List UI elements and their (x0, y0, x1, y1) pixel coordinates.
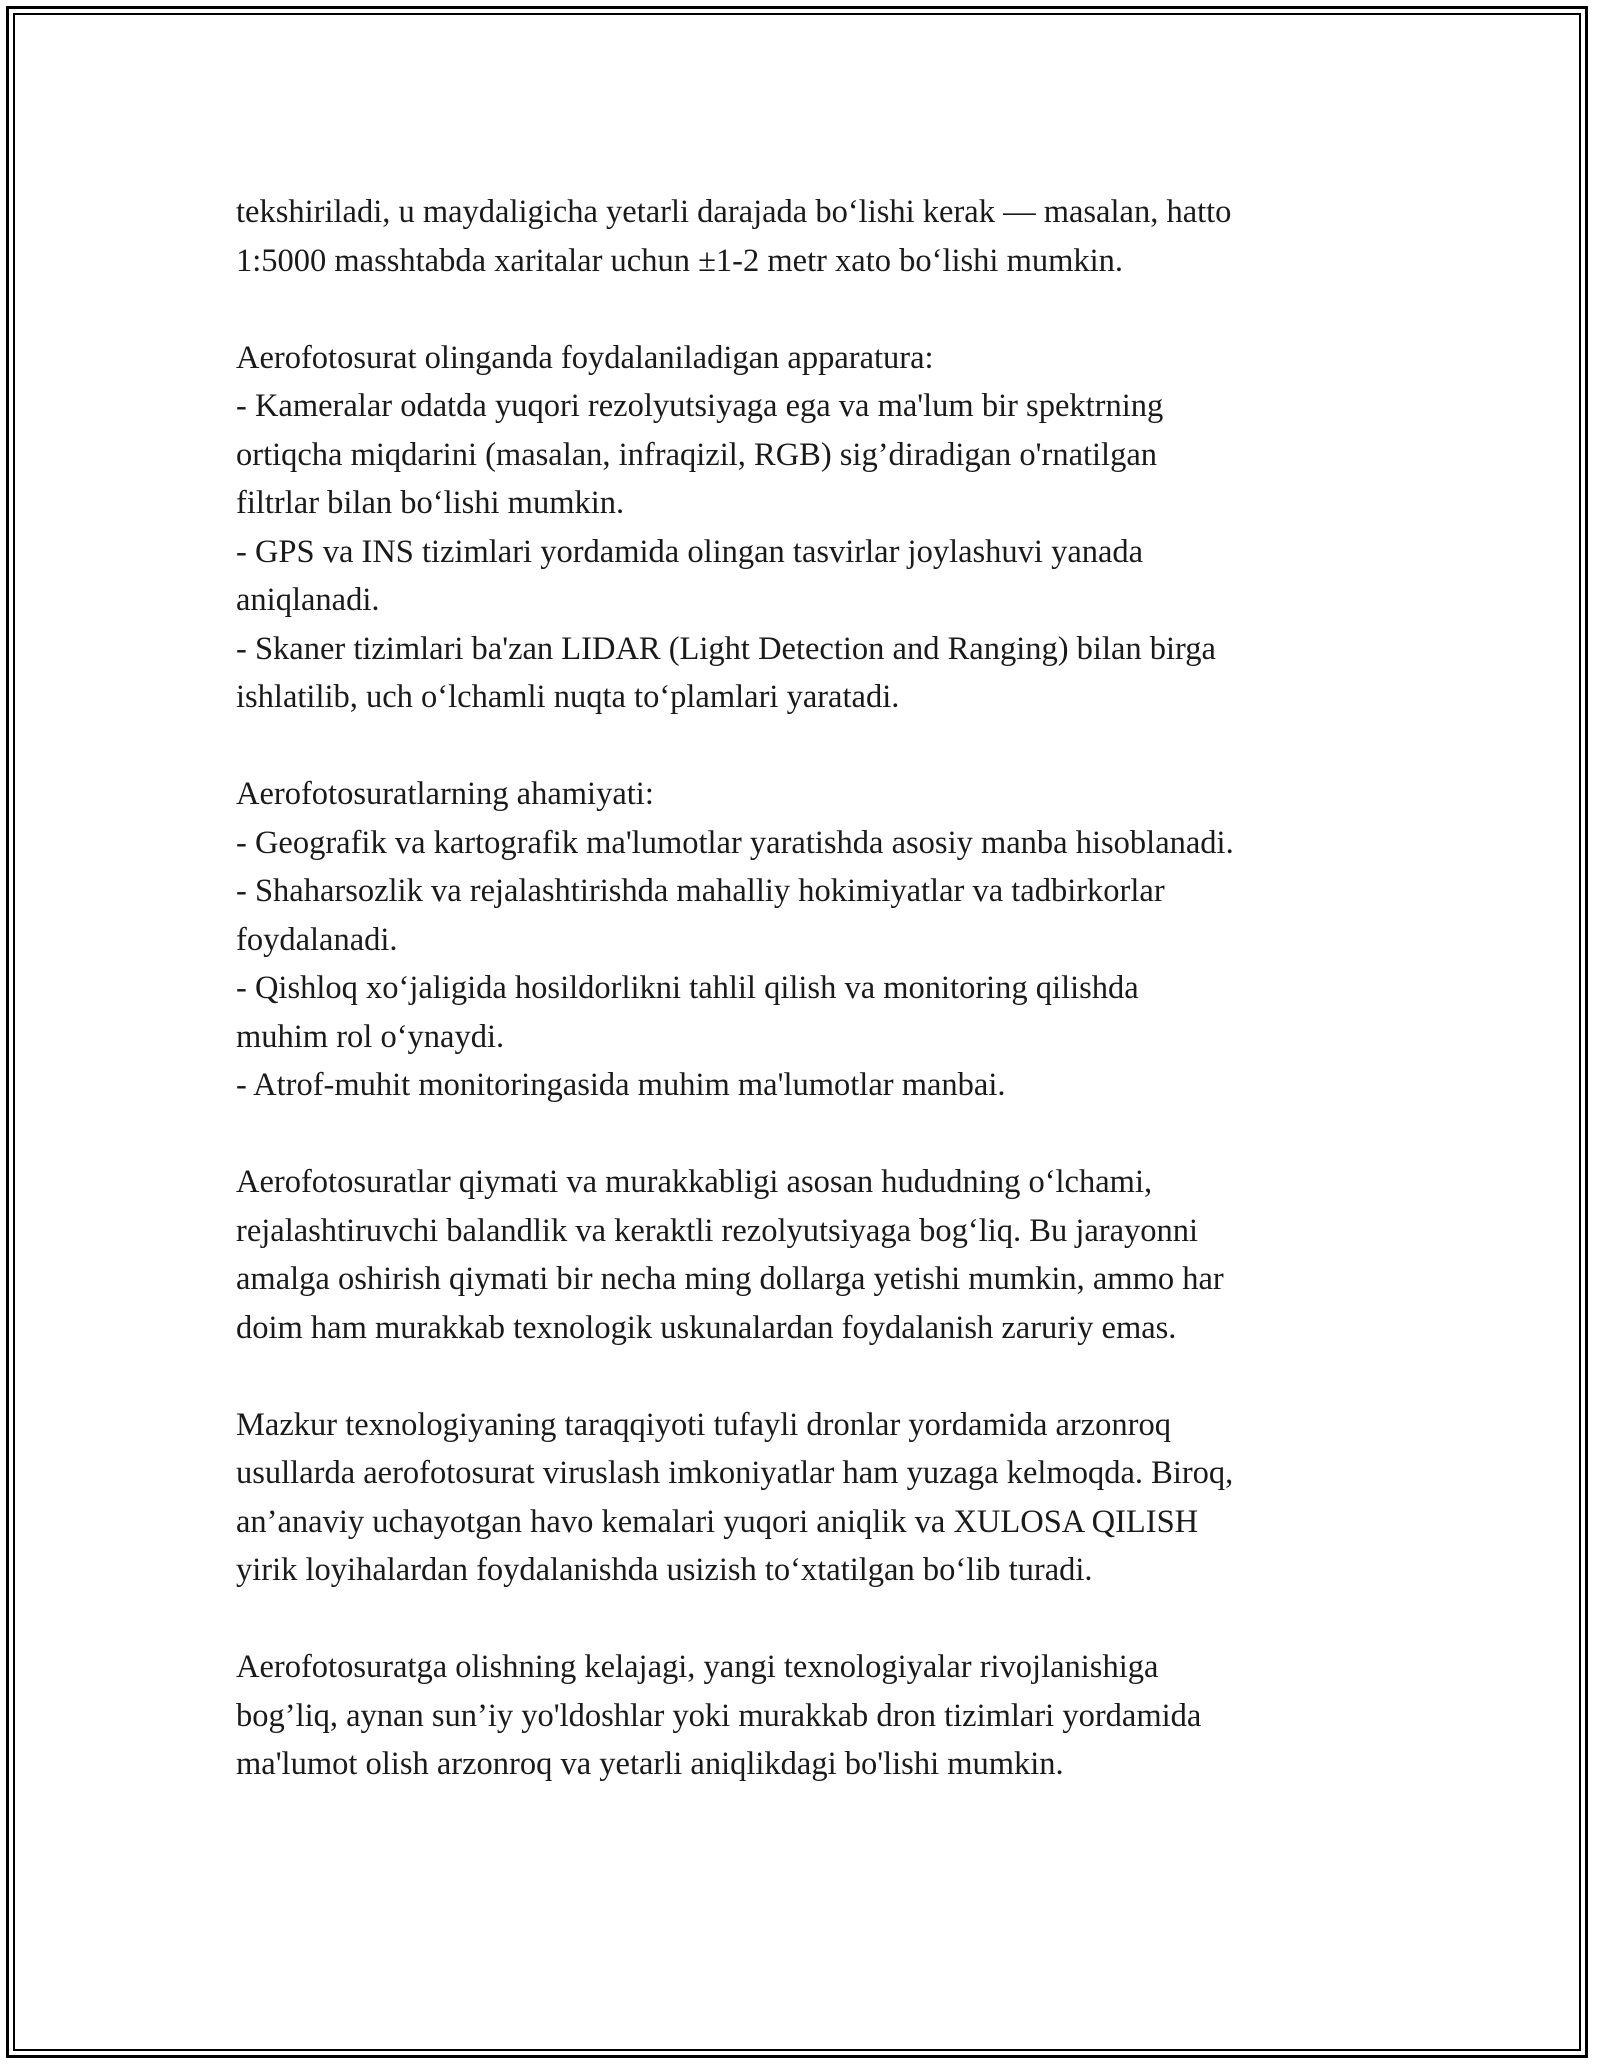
paragraph-gap (236, 1352, 1376, 1401)
paragraph-gap (236, 1595, 1376, 1644)
paragraph-1 (236, 188, 1376, 285)
text-line: doim ham murakkab texnologik uskunalardan foydalanish zaruriy emas. (236, 1309, 1177, 1346)
text-line: 1:5000 masshtabda xaritalar uchun ±1-2 metr xato bo‘lishi mumkin. (236, 242, 1124, 279)
text-line: rejalashtiruvchi balandlik va keraktli rezolyutsiyaga bog‘liq. Bu jarayonni (236, 1212, 1199, 1249)
text-line: aniqlanadi. (236, 582, 380, 618)
text-line: Aerofotosuratlar qiymati va murakkabligi asosan hududning o‘lchami, (236, 1164, 1153, 1200)
paragraph-gap (236, 285, 1376, 334)
text-line: muhim rol o‘ynaydi. (236, 1018, 505, 1055)
text-line: - Atrof-muhit monitoringasida muhim ma'lumotlar manbai. (236, 1067, 1006, 1103)
text-line: - GPS va INS tizimlari yordamida olingan tasvirlar joylashuvi yanada (236, 533, 1144, 570)
paragraph-gap (236, 722, 1376, 771)
paragraph-equipment (236, 334, 1376, 722)
text-line: - Shaharsozlik va rejalashtirishda mahalliy hokimiyatlar va tadbirkorlar (236, 873, 1165, 909)
text-line: foydalanadi. (236, 921, 398, 958)
text-line: yirik loyihalardan foydalanishda usizish to‘xtatilgan bo‘lib turadi. (236, 1552, 1093, 1588)
text-line: - Skaner tizimlari ba'zan LIDAR (Light Detection and Ranging) bilan birga (236, 630, 1216, 667)
paragraph-gap (236, 1110, 1376, 1159)
text-line: Mazkur texnologiyaning taraqqiyoti tufayli dronlar yordamida arzonroq (236, 1406, 1171, 1443)
text-line: - Geografik va kartografik ma'lumotlar yaratishda asosiy manba hisoblanadi. (236, 824, 1234, 861)
text-line: ortiqcha miqdarini (masalan, infraqizil, RGB) sig’diradigan o'rnatilgan (236, 436, 1158, 473)
paragraph-5 (236, 1401, 1376, 1595)
document-body (236, 188, 1376, 1789)
paragraph-4 (236, 1158, 1376, 1352)
text-line: tekshiriladi, u maydaligicha yetarli darajada bo‘lishi kerak — masalan, hatto (236, 194, 1232, 230)
paragraph-importance (236, 770, 1376, 1110)
text-line: - Qishloq xo‘jaligida hosildorlikni tahlil qilish va monitoring qilishda (236, 970, 1139, 1006)
text-line: Aerofotosuratga olishning kelajagi, yangi texnologiyalar rivojlanishiga (236, 1649, 1159, 1685)
text-line: an’anaviy uchayotgan havo kemalari yuqori aniqlik va XULOSA QILISH (236, 1503, 1199, 1540)
text-line: ishlatilib, uch o‘lchamli nuqta to‘plamlari yaratadi. (236, 679, 900, 715)
text-line: ma'lumot olish arzonroq va yetarli aniqlikdagi bo'lishi mumkin. (236, 1746, 1064, 1782)
section-heading: Aerofotosuratlarning ahamiyati: (236, 776, 654, 812)
text-line: bog’liq, aynan sun’iy yo'ldoshlar yoki murakkab dron tizimlari yordamida (236, 1697, 1202, 1734)
text-line: filtrlar bilan bo‘lishi mumkin. (236, 485, 625, 521)
text-line: usullarda aerofotosurat viruslash imkoniyatlar ham yuzaga kelmoqda. Biroq, (236, 1455, 1234, 1491)
paragraph-6 (236, 1643, 1376, 1789)
text-line: - Kameralar odatda yuqori rezolyutsiyaga ega va ma'lum bir spektrning (236, 388, 1164, 424)
section-heading: Aerofotosurat olinganda foydalaniladigan apparatura: (236, 339, 934, 376)
text-line: amalga oshirish qiymati bir necha ming dollarga yetishi mumkin, ammo har (236, 1261, 1224, 1297)
